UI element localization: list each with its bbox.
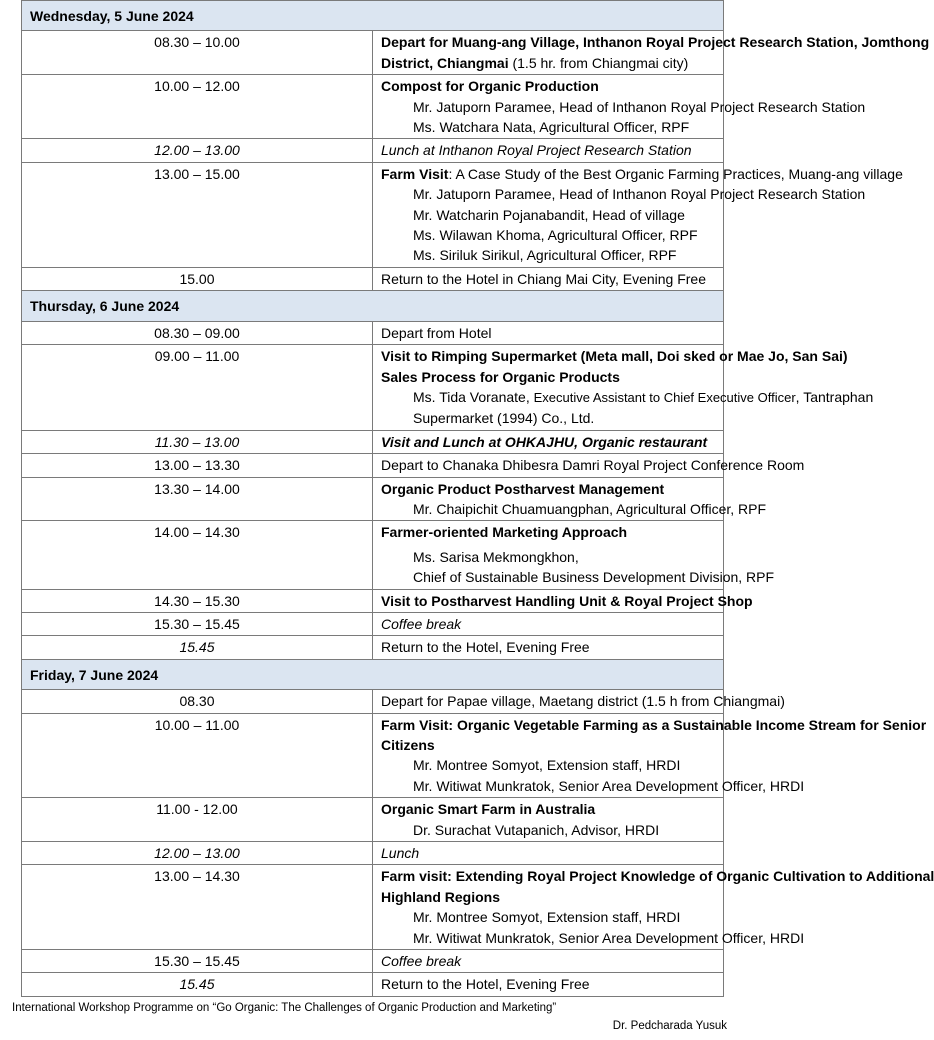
day-header-row bbox=[22, 1, 724, 31]
schedule-table bbox=[21, 0, 934, 997]
schedule-row bbox=[22, 162, 724, 267]
speaker-line: Mr. Witiwat Munkratok, Senior Area Development Officer, HRDI bbox=[413, 777, 805, 794]
activity-cell bbox=[373, 454, 805, 477]
time-slot: 15.45 bbox=[22, 973, 373, 996]
text-segment: , Tantraphan bbox=[795, 388, 874, 405]
activity-line: Return to the Hotel in Chiang Mai City, Evening Free bbox=[381, 270, 707, 287]
speaker-line: Mr. Montree Somyot, Extension staff, HRDI bbox=[413, 909, 681, 926]
activity-line: Visit to Postharvest Handling Unit & Royal Project Shop bbox=[381, 592, 753, 609]
time-slot: 10.00 – 12.00 bbox=[22, 75, 373, 139]
time-slot: 15.30 – 15.45 bbox=[22, 612, 373, 635]
schedule-row bbox=[22, 798, 724, 842]
speaker-line bbox=[381, 387, 874, 408]
footer-author: Dr. Pedcharada Yusuk bbox=[612, 1020, 727, 1032]
schedule-body bbox=[22, 1, 934, 997]
time-slot: 13.00 – 14.30 bbox=[22, 865, 373, 950]
schedule-row bbox=[22, 636, 724, 659]
activity-line: Lunch bbox=[381, 845, 420, 862]
activity-line: Organic Smart Farm in Australia bbox=[381, 801, 596, 818]
schedule-row bbox=[22, 973, 724, 996]
schedule-row bbox=[22, 477, 724, 521]
schedule-row bbox=[22, 267, 724, 290]
speaker-line: Mr. Watcharin Pojanabandit, Head of village bbox=[413, 206, 685, 223]
activity-line: Depart for Papae village, Maetang district (1.5 h from Chiangmai) bbox=[381, 693, 785, 710]
schedule-row bbox=[22, 589, 724, 612]
schedule-row bbox=[22, 321, 724, 344]
schedule-row bbox=[22, 950, 724, 973]
activity-cell bbox=[373, 430, 724, 453]
time-slot: 13.00 – 15.00 bbox=[22, 162, 373, 267]
speaker-line: Chief of Sustainable Business Development Division, RPF bbox=[413, 569, 775, 586]
schedule-row bbox=[22, 842, 724, 865]
footer-programme-title: International Workshop Programme on “Go Organic: The Challenges of Organic Production and Marketing” bbox=[12, 1002, 557, 1014]
activity-line: Citizens bbox=[381, 737, 435, 753]
schedule-row bbox=[22, 612, 724, 635]
activity-line: Farm visit: Extending Royal Project Knowledge of Organic Cultivation to Additional bbox=[381, 868, 934, 885]
activity-cell bbox=[373, 713, 927, 798]
schedule-row bbox=[22, 690, 724, 713]
schedule-row bbox=[22, 430, 724, 453]
activity-cell bbox=[373, 950, 724, 973]
schedule-row bbox=[22, 75, 724, 139]
schedule-row bbox=[22, 713, 724, 798]
time-slot: 15.30 – 15.45 bbox=[22, 950, 373, 973]
activity-line bbox=[381, 164, 903, 184]
activity-line: Visit to Rimping Supermarket (Meta mall, Doi sked or Mae Jo, San Sai) bbox=[381, 348, 848, 365]
schedule-row bbox=[22, 454, 724, 477]
activity-cell bbox=[373, 477, 767, 521]
time-slot: 13.00 – 13.30 bbox=[22, 454, 373, 477]
time-slot: 11.30 – 13.00 bbox=[22, 430, 373, 453]
activity-line: Depart from Hotel bbox=[381, 324, 492, 341]
text-segment: (1.5 hr. from Chiangmai city) bbox=[508, 54, 689, 71]
time-slot: 12.00 – 13.00 bbox=[22, 139, 373, 162]
activity-cell bbox=[373, 345, 874, 431]
activity-line: Sales Process for Organic Products bbox=[381, 368, 620, 385]
activity-cell bbox=[373, 842, 724, 865]
text-segment: : A Case Study of the Best Organic Farming Practices, Muang-ang village bbox=[448, 165, 903, 182]
activity-line: Highland Regions bbox=[381, 888, 500, 905]
speaker-line: Ms. Sarisa Mekmongkhon, bbox=[413, 548, 579, 565]
activity-cell bbox=[373, 865, 934, 950]
activity-cell bbox=[373, 267, 724, 290]
speaker-line: Ms. Wilawan Khoma, Agricultural Officer, RPF bbox=[413, 227, 698, 244]
time-slot: 09.00 – 11.00 bbox=[22, 345, 373, 431]
activity-line: Compost for Organic Production bbox=[381, 78, 599, 95]
activity-line: Return to the Hotel, Evening Free bbox=[381, 639, 590, 656]
activity-line: Depart to Chanaka Dhibesra Damri Royal Project Conference Room bbox=[381, 457, 805, 474]
speaker-line: Supermarket (1994) Co., Ltd. bbox=[413, 410, 595, 427]
speaker-line: Mr. Witiwat Munkratok, Senior Area Development Officer, HRDI bbox=[413, 929, 805, 946]
day-title: Thursday, 6 June 2024 bbox=[22, 291, 724, 321]
text-segment: Ms. Tida Voranate, bbox=[413, 388, 534, 405]
schedule-row bbox=[22, 31, 724, 75]
time-slot: 11.00 - 12.00 bbox=[22, 798, 373, 842]
speaker-line: Mr. Montree Somyot, Extension staff, HRDI bbox=[413, 757, 681, 774]
activity-line: Farm Visit: Organic Vegetable Farming as a Sustainable Income Stream for Senior bbox=[381, 716, 927, 733]
day-header-row bbox=[22, 291, 724, 321]
activity-line: Organic Product Postharvest Management bbox=[381, 480, 665, 497]
speaker-line: Ms. Watchara Nata, Agricultural Officer, RPF bbox=[413, 119, 690, 136]
text-segment: Farm Visit bbox=[381, 165, 449, 182]
time-slot: 10.00 – 11.00 bbox=[22, 713, 373, 798]
activity-cell bbox=[373, 321, 724, 344]
activity-cell bbox=[373, 798, 724, 842]
activity-line: Visit and Lunch at OHKAJHU, Organic restaurant bbox=[381, 433, 708, 450]
activity-line: Coffee break bbox=[381, 953, 462, 970]
activity-line: Coffee break bbox=[381, 615, 462, 632]
activity-cell bbox=[373, 973, 724, 996]
schedule-row bbox=[22, 345, 724, 431]
schedule-row bbox=[22, 865, 724, 950]
time-slot: 15.45 bbox=[22, 636, 373, 659]
speaker-line: Dr. Surachat Vutapanich, Advisor, HRDI bbox=[413, 821, 660, 838]
day-header-row bbox=[22, 659, 724, 689]
activity-line: Farmer-oriented Marketing Approach bbox=[381, 524, 628, 541]
activity-cell bbox=[373, 636, 724, 659]
activity-line: Lunch at Inthanon Royal Project Research Station bbox=[381, 142, 692, 159]
activity-cell bbox=[373, 690, 785, 713]
activity-line bbox=[381, 53, 723, 73]
activity-cell bbox=[373, 612, 724, 635]
schedule-row bbox=[22, 521, 724, 589]
text-segment: Executive Assistant to Chief Executive Officer bbox=[533, 389, 796, 405]
speaker-line: Mr. Jatuporn Paramee, Head of Inthanon Royal Project Research Station bbox=[413, 186, 866, 203]
schedule-row bbox=[22, 139, 724, 162]
activity-cell bbox=[373, 162, 903, 267]
activity-cell bbox=[373, 75, 866, 139]
activity-line: Depart for Muang-ang Village, Inthanon Royal Project Research Station, Jomthong bbox=[381, 34, 930, 51]
activity-cell bbox=[373, 139, 724, 162]
speaker-line: Mr. Chaipichit Chuamuangphan, Agricultural Officer, RPF bbox=[413, 500, 767, 517]
time-slot: 13.30 – 14.00 bbox=[22, 477, 373, 521]
time-slot: 15.00 bbox=[22, 267, 373, 290]
speaker-line: Mr. Jatuporn Paramee, Head of Inthanon Royal Project Research Station bbox=[413, 98, 866, 115]
activity-cell bbox=[373, 521, 775, 589]
day-title: Friday, 7 June 2024 bbox=[22, 659, 724, 689]
speaker-line: Ms. Siriluk Sirikul, Agricultural Officer, RPF bbox=[413, 247, 677, 264]
time-slot: 14.00 – 14.30 bbox=[22, 521, 373, 589]
text-segment: District, Chiangmai bbox=[381, 54, 509, 71]
time-slot: 14.30 – 15.30 bbox=[22, 589, 373, 612]
time-slot: 08.30 – 10.00 bbox=[22, 31, 373, 75]
time-slot: 08.30 bbox=[22, 690, 373, 713]
time-slot: 08.30 – 09.00 bbox=[22, 321, 373, 344]
activity-cell bbox=[373, 589, 753, 612]
activity-cell bbox=[373, 31, 930, 75]
activity-line: Return to the Hotel, Evening Free bbox=[381, 976, 590, 993]
time-slot: 12.00 – 13.00 bbox=[22, 842, 373, 865]
day-title: Wednesday, 5 June 2024 bbox=[22, 1, 724, 31]
